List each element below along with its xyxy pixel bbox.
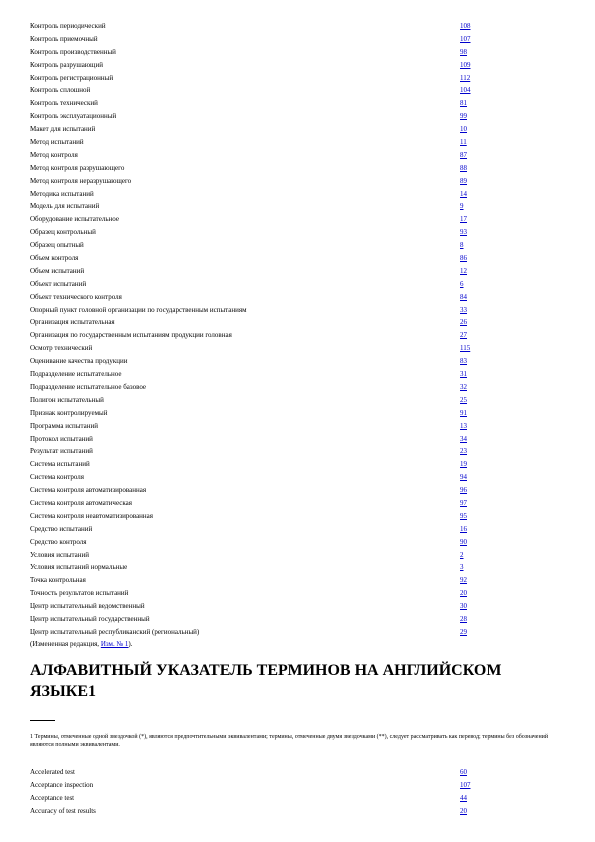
term-number-link[interactable]: 3: [460, 563, 464, 572]
index-row: [30, 59, 490, 72]
term-number-link[interactable]: 86: [460, 254, 467, 263]
term-number-link[interactable]: 84: [460, 292, 467, 301]
index-number: [460, 252, 490, 265]
index-term: Система испытаний: [30, 460, 90, 469]
index-term: Контроль регистрационный: [30, 73, 114, 82]
index-row: [30, 33, 490, 46]
index-number: [460, 779, 490, 792]
index-term: Центр испытательный ведомственный: [30, 602, 145, 611]
index-number: [460, 510, 490, 523]
term-number-link[interactable]: 32: [460, 382, 467, 391]
index-row: [30, 805, 490, 818]
index-number: [460, 484, 490, 497]
index-term: Центр испытательный республиканский (региональный): [30, 627, 200, 636]
index-term: Оборудование испытательное: [30, 215, 119, 224]
index-row: [30, 445, 490, 458]
index-number: [460, 136, 490, 149]
index-term: Организация испытательная: [30, 318, 115, 327]
index-row: [30, 304, 490, 317]
index-row: [30, 536, 490, 549]
index-number: [460, 766, 490, 779]
index-term: Организация по государственным испытаниям продукции головная: [30, 331, 232, 340]
index-row: [30, 110, 490, 123]
term-number-link[interactable]: 90: [460, 537, 467, 546]
index-row: [30, 226, 490, 239]
index-number: [460, 59, 490, 72]
term-number-link[interactable]: 109: [460, 60, 471, 69]
index-row: [30, 394, 490, 407]
index-number: [460, 574, 490, 587]
term-number-link[interactable]: 12: [460, 266, 467, 275]
index-number: [460, 175, 490, 188]
index-row: [30, 175, 490, 188]
term-number-link[interactable]: 11: [460, 138, 467, 147]
term-number-link[interactable]: 26: [460, 318, 467, 327]
term-number-link[interactable]: 93: [460, 228, 467, 237]
index-row: [30, 20, 490, 33]
index-number: [460, 458, 490, 471]
index-term: Точка контрольная: [30, 576, 86, 585]
index-number: [460, 213, 490, 226]
index-row: [30, 316, 490, 329]
term-number-link[interactable]: 88: [460, 163, 467, 172]
index-row: [30, 239, 490, 252]
index-number: [460, 420, 490, 433]
english-term-index: [30, 766, 490, 818]
index-row: [30, 600, 490, 613]
index-number: [460, 549, 490, 562]
index-row: [30, 626, 490, 639]
index-term: Контроль производственный: [30, 47, 116, 56]
term-number-link[interactable]: 31: [460, 370, 467, 379]
index-number: [460, 342, 490, 355]
index-term: Условия испытаний: [30, 550, 90, 559]
index-term: Условия испытаний нормальные: [30, 563, 128, 572]
index-row: [30, 123, 490, 136]
index-row: [30, 188, 490, 201]
term-number-link[interactable]: 94: [460, 473, 467, 482]
term-number-link[interactable]: 81: [460, 99, 467, 108]
index-row: [30, 484, 490, 497]
index-term: Образец контрольный: [30, 228, 96, 237]
index-term: Метод контроля неразрушающего: [30, 176, 132, 185]
index-row: [30, 613, 490, 626]
index-row: [30, 342, 490, 355]
index-row: [30, 149, 490, 162]
index-row: [30, 766, 490, 779]
index-number: [460, 97, 490, 110]
index-row: [30, 329, 490, 342]
index-number: [460, 407, 490, 420]
index-number: [460, 278, 490, 291]
term-number-link[interactable]: 23: [460, 447, 467, 456]
index-row: [30, 458, 490, 471]
index-row: [30, 510, 490, 523]
index-number: [460, 329, 490, 342]
term-number-link[interactable]: 34: [460, 434, 467, 443]
index-term: Acceptance test: [30, 793, 75, 802]
index-term: Метод испытаний: [30, 138, 84, 147]
index-number: [460, 265, 490, 278]
amendment-link[interactable]: Изм. № 1: [100, 640, 129, 648]
index-number: [460, 291, 490, 304]
index-term: Подразделение испытательное базовое: [30, 382, 147, 391]
index-term: Accuracy of test results: [30, 806, 96, 815]
index-row: [30, 523, 490, 536]
term-number-link[interactable]: 10: [460, 125, 467, 134]
index-number: [460, 471, 490, 484]
index-row: [30, 587, 490, 600]
term-number-link[interactable]: 107: [460, 780, 471, 789]
index-term: Acceptance inspection: [30, 780, 94, 789]
index-number: [460, 561, 490, 574]
index-row: [30, 136, 490, 149]
index-term: Метод контроля: [30, 150, 78, 159]
index-number: [460, 72, 490, 85]
section-title: АЛФАВИТНЫЙ УКАЗАТЕЛЬ ТЕРМИНОВ НА АНГЛИЙСКОМ ЯЗЫКЕ1: [30, 662, 502, 700]
index-number: [460, 123, 490, 136]
index-term: Подразделение испытательное: [30, 370, 122, 379]
index-number: [460, 355, 490, 368]
term-number-link[interactable]: 20: [460, 806, 467, 815]
index-row: [30, 561, 490, 574]
footnote-divider: [30, 720, 55, 721]
term-number-link[interactable]: 92: [460, 576, 467, 585]
index-number: [460, 805, 490, 818]
index-row: [30, 574, 490, 587]
term-number-link[interactable]: 33: [460, 305, 467, 314]
index-row: [30, 792, 490, 805]
index-number: [460, 149, 490, 162]
index-row: [30, 97, 490, 110]
term-number-link[interactable]: 20: [460, 589, 467, 598]
index-number: [460, 46, 490, 59]
index-number: [460, 792, 490, 805]
index-term: Результат испытаний: [30, 447, 93, 456]
index-number: [460, 536, 490, 549]
index-row: [30, 291, 490, 304]
index-term: Опорный пункт головной организации по государственным испытаниям: [30, 305, 247, 314]
index-number: [460, 445, 490, 458]
index-row: [30, 84, 490, 97]
index-number: [460, 226, 490, 239]
index-row: [30, 265, 490, 278]
index-term: Контроль технический: [30, 99, 98, 108]
change-note: (Измененная редакция, Изм. № 1).: [30, 640, 133, 648]
index-number: [460, 304, 490, 317]
index-number: [460, 613, 490, 626]
index-term: Осмотр технический: [30, 344, 93, 353]
term-number-link[interactable]: 108: [460, 22, 471, 30]
index-term: Модель для испытаний: [30, 202, 100, 211]
index-number: [460, 497, 490, 510]
term-number-link[interactable]: 44: [460, 793, 467, 802]
index-term: Программа испытаний: [30, 421, 98, 430]
index-row: [30, 213, 490, 226]
index-number: [460, 368, 490, 381]
term-number-link[interactable]: 25: [460, 395, 467, 404]
index-term: Система контроля автоматизированная: [30, 486, 147, 495]
term-number-link[interactable]: 28: [460, 614, 467, 623]
index-term: Контроль периодический: [30, 22, 106, 30]
term-number-link[interactable]: 29: [460, 627, 467, 636]
index-row: [30, 72, 490, 85]
index-number: [460, 316, 490, 329]
term-number-link[interactable]: 14: [460, 189, 467, 198]
term-number-link[interactable]: 83: [460, 357, 467, 366]
index-row: [30, 549, 490, 562]
term-number-link[interactable]: 8: [460, 241, 464, 250]
index-row: [30, 368, 490, 381]
term-number-link[interactable]: 107: [460, 34, 471, 43]
term-number-link[interactable]: 99: [460, 112, 467, 121]
index-number: [460, 110, 490, 123]
term-number-link[interactable]: 87: [460, 150, 467, 159]
index-row: [30, 381, 490, 394]
term-number-link[interactable]: 6: [460, 279, 464, 288]
index-term: Система контроля неавтоматизированная: [30, 511, 154, 520]
index-term: Контроль приемочный: [30, 34, 98, 43]
footnote: 1 Термины, отмеченные одной звездочкой (*), являются предпочтительными эквивалентами; термины, отмеченные двумя звездочками (**), следует рассматривать как перевод; термины без обозначений являются полными эквивалентами.: [30, 734, 549, 748]
index-term: Контроль сплошной: [30, 86, 91, 95]
term-number-link[interactable]: 91: [460, 408, 467, 417]
russian-term-index: [30, 20, 490, 639]
index-row: [30, 355, 490, 368]
index-number: [460, 200, 490, 213]
index-term: Оценивание качества продукции: [30, 357, 128, 366]
index-row: [30, 200, 490, 213]
index-term: Макет для испытаний: [30, 125, 96, 134]
index-number: [460, 600, 490, 613]
index-row: [30, 278, 490, 291]
index-number: [460, 188, 490, 201]
index-term: Полигон испытательный: [30, 395, 104, 404]
term-number-link[interactable]: 60: [460, 768, 467, 776]
index-number: [460, 239, 490, 252]
index-number: [460, 433, 490, 446]
index-term: Центр испытательный государственный: [30, 614, 150, 623]
term-number-link[interactable]: 16: [460, 524, 467, 533]
index-row: [30, 779, 490, 792]
term-number-link[interactable]: 2: [460, 550, 464, 559]
index-row: [30, 420, 490, 433]
term-number-link[interactable]: 27: [460, 331, 467, 340]
index-number: [460, 20, 490, 33]
index-number: [460, 626, 490, 639]
index-number: [460, 33, 490, 46]
term-number-link[interactable]: 9: [460, 202, 464, 211]
term-number-link[interactable]: 89: [460, 176, 467, 185]
term-number-link[interactable]: 112: [460, 73, 471, 82]
index-term: Объем испытаний: [30, 266, 85, 275]
index-number: [460, 84, 490, 97]
index-term: Объект технического контроля: [30, 292, 122, 301]
index-term: Средство контроля: [30, 537, 87, 546]
index-term: Средство испытаний: [30, 524, 93, 533]
index-term: Контроль эксплуатационный: [30, 112, 117, 121]
term-number-link[interactable]: 13: [460, 421, 467, 430]
term-number-link[interactable]: 115: [460, 344, 471, 353]
index-term: Образец опытный: [30, 241, 84, 250]
index-row: [30, 46, 490, 59]
index-number: [460, 381, 490, 394]
index-term: Контроль разрушающий: [30, 60, 103, 69]
index-term: Accelerated test: [30, 768, 75, 776]
term-number-link[interactable]: 19: [460, 460, 467, 469]
index-term: Объем контроля: [30, 254, 79, 263]
index-row: [30, 252, 490, 265]
index-number: [460, 587, 490, 600]
index-term: Система контроля: [30, 473, 84, 482]
index-term: Объект испытаний: [30, 279, 87, 288]
term-number-link[interactable]: 30: [460, 602, 467, 611]
index-term: Признак контролируемый: [30, 408, 108, 417]
index-row: [30, 433, 490, 446]
index-row: [30, 471, 490, 484]
index-term: Точность результатов испытаний: [30, 589, 129, 598]
index-term: Метод контроля разрушающего: [30, 163, 125, 172]
term-number-link[interactable]: 98: [460, 47, 467, 56]
term-number-link[interactable]: 104: [460, 86, 471, 95]
index-number: [460, 162, 490, 175]
index-term: Протокол испытаний: [30, 434, 93, 443]
index-row: [30, 162, 490, 175]
term-number-link[interactable]: 17: [460, 215, 467, 224]
index-term: Методика испытаний: [30, 189, 94, 198]
index-row: [30, 497, 490, 510]
term-number-link[interactable]: 97: [460, 498, 467, 507]
index-number: [460, 394, 490, 407]
index-number: [460, 523, 490, 536]
term-number-link[interactable]: 96: [460, 486, 467, 495]
index-row: [30, 407, 490, 420]
index-term: Система контроля автоматическая: [30, 498, 132, 507]
term-number-link[interactable]: 95: [460, 511, 467, 520]
